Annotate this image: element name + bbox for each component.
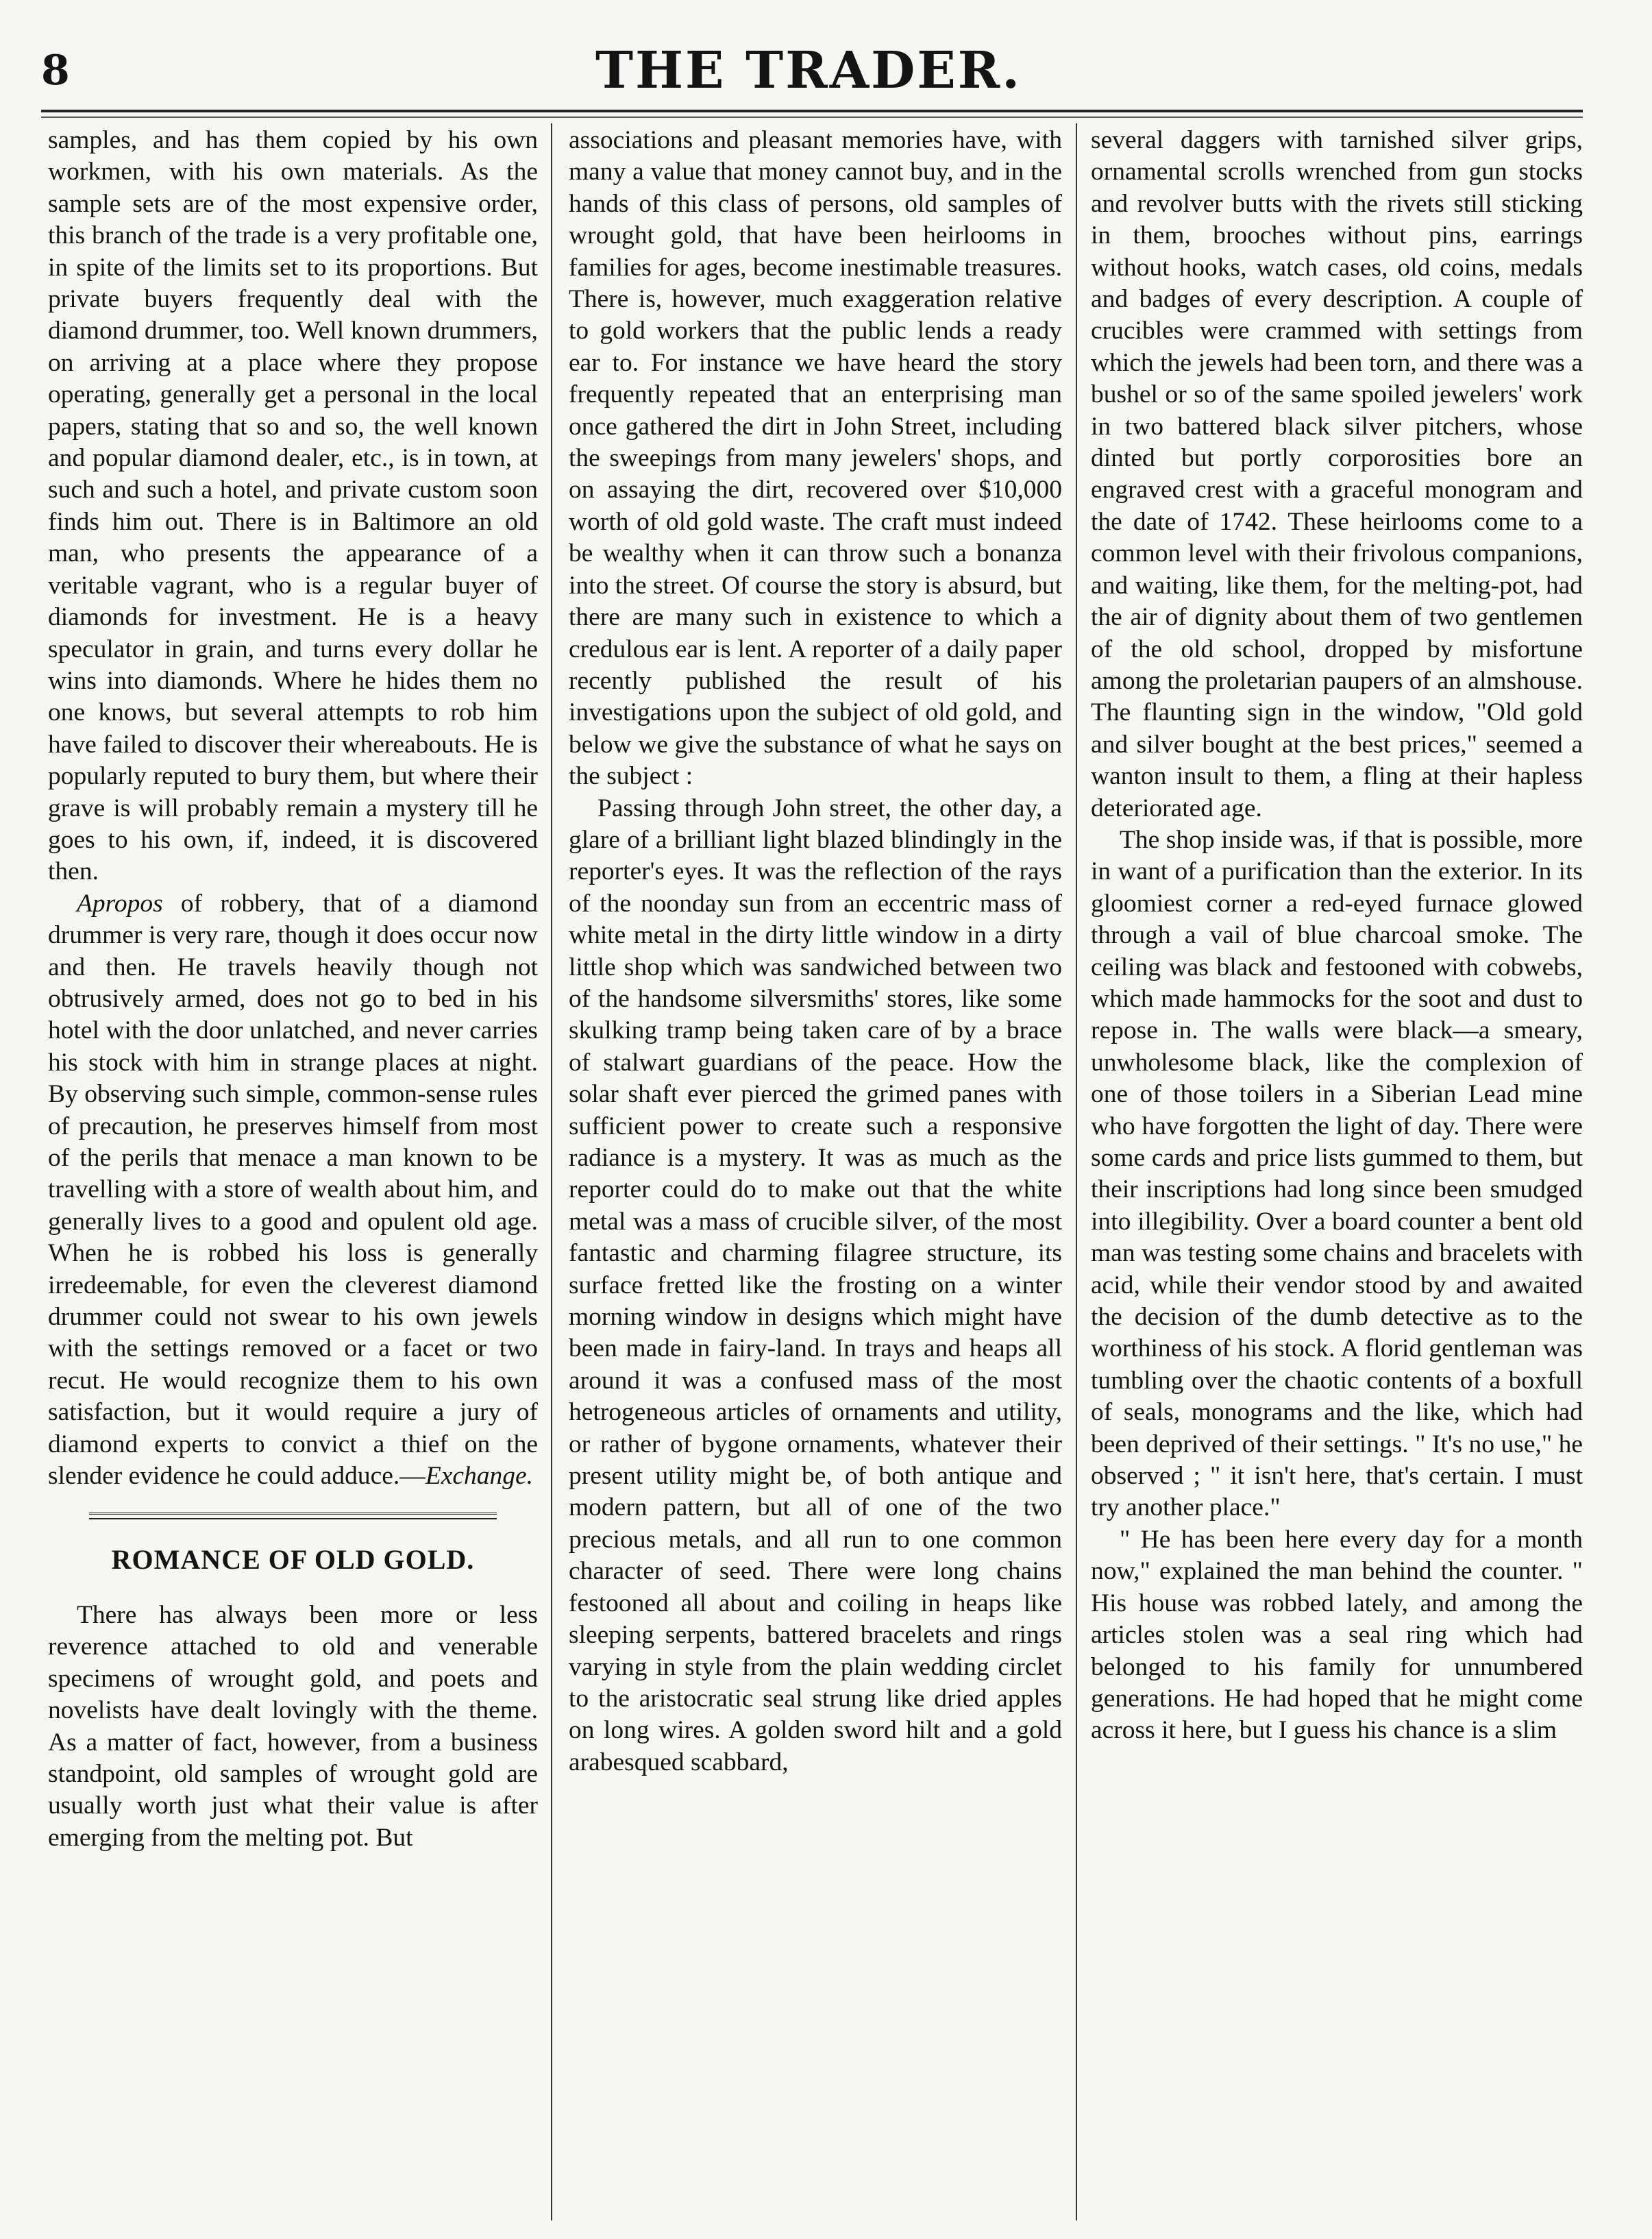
header-rule-thin [41,117,1583,118]
paragraph: several daggers with tarnished silver grips, ornamental scrolls wrenched from gun stocks and revolver butts with the rivets still sticking in them, brooches without pins, earrings without hooks, watch cases, old coins, medals and badges of every description. A couple of crucibles were crammed with settings from which the jewels had been torn, and there was a bushel or so of the same spoiled jewelers' work in two battered black silver pitchers, whose dinted but portly corporosities bore an engraved crest with a graceful monogram and the date of 1742. These heirlooms come to a common level with their frivolous companions, and waiting, like them, for the melting-pot, had the air of dignity about them of two gentlemen of the old school, dropped by misfortune among the proletarian paupers of an almshouse. The flaunting sign in the window, "Old gold and silver bought at the best prices," seemed a wanton insult to them, a fling at their hapless deteriorated age. [1091,126,1583,822]
masthead-title: THE TRADER. [595,41,1022,100]
italic-lead: Apropos [77,889,163,918]
paragraph: samples, and has them copied by his own workmen, with his own materials. As the sample sets are of the most expensive order, this branch of the trade is a very profitable one, in spite of the limits set to its proportions. But private buyers frequently deal with the diamond drummer, too. Well known drummers, on arriving at a place where they propose operating, generally get a personal in the local papers, stating that so and so, the well known and popular diamond dealer, etc., is in town, at such and such a hotel, and private custom soon finds him out. There is in Baltimore an old man, who presents the appearance of a veritable vagrant, who is a regular buyer of diamonds for investment. He is a heavy speculator in grain, and turns every dollar he wins into diamonds. Where he hides them no one knows, but several attempts to rob him have failed to discover their whereabouts. He is popularly reputed to bury them, but where their grave is will probably remain a mystery till he goes to his own, if, indeed, it is discovered then. [48,126,538,886]
column-divider [551,123,552,2220]
header-rule [41,110,1583,112]
paragraph: The shop inside was, if that is possible, more in want of a purification than the exterior. In its gloomiest corner a red-eyed furnace glowed through a vail of blue charcoal smoke. The ceiling was black and festooned with cobwebs, which made hammocks for the soot and dust to repose in. The walls were black—a smeary, unwholesome black, like the complexion of one of those toilers in a Siberian Lead mine who have forgotten the light of day. There were some cards and price lists gummed to them, but their inscriptions had long since been smudged into illegibility. Over a board counter a bent old man was testing some chains and bracelets with acid, while their vendor stood by and awaited the decision of the dumb detective as to the worthiness of his stock. A florid gentleman was tumbling over the chaotic contents of a boxfull of seals, monograms and the like, which had been deprived of their settings. " It's no use," he observed ; " it isn't here, that's certain. I must try another place." [1091,825,1583,1522]
article-heading: ROMANCE OF OLD GOLD. [111,1544,475,1576]
column-1 [48,125,538,2208]
paragraph: associations and pleasant memories have, with many a value that money cannot buy, and in the hands of this class of persons, old samples of wrought gold, that have been heirlooms in families for ages, become inestimable treasures. There is, however, much exaggeration relative to gold workers that the public lends a ready ear to. For instance we have heard the story frequently repeated that an enterprising man once gathered the dirt in John Street, including the sweepings from many jewelers' shops, and on assaying the dirt, recovered over $10,000 worth of old gold waste. The craft must indeed be wealthy when it can throw such a bonanza into the street. Of course the story is absurd, but there are many such in existence to which a credulous ear is lent. A reporter of a daily paper recently published the result of his investigations upon the subject of old gold, and below we give the substance of what he says on the subject : [569,126,1062,791]
paragraph: " He has been here every day for a month now," explained the man behind the counter. " His house was robbed lately, and among the articles stolen was a seal ring which had belonged to his family for unnumbered generations. He had hoped that he might come across it here, but I guess his chance is a slim [1091,1525,1583,1745]
column-2 [569,125,1062,2208]
paragraph-text: of robbery, that of a diamond drummer is very rare, though it does occur now and then. He travels heavily though not obtrusively armed, does not go to bed in his hotel with the door unlatched, and never carries his stock with him in strange places at night. By observing such simple, common-sense rules of precaution, he preserves himself from most of the perils that menace a man known to be travelling with a store of wealth about him, and generally lives to a good and opulent old age. When he is robbed his loss is generally irredeemable, for even the cleverest diamond drummer could not swear to his own jewels with the settings removed or a facet or two recut. He would recognize them to his own satisfaction, but it would require a jury of diamond experts to convict a thief on the slender evidence he could adduce.— [48,889,538,1491]
page-header [41,41,1576,110]
paragraph: Passing through John street, the other day, a glare of a brilliant light blazed blindingly in the reporter's eyes. It was the reflection of the rays of the noonday sun from an eccentric mass of white metal in the dirty little window in a dirty little shop which was sandwiched between two of the handsome silversmiths' stores, like some skulking tramp being taken care of by a brace of stalwart guardians of the peace. How the solar shaft ever pierced the grimed panes with sufficient power to create such a responsive radiance is a mystery. It was as much as the reporter could do to make out that the white metal was a mass of crucible silver, of the most fantastic and charming filagree structure, its surface fretted like the frosting on a winter morning window in designs which might have been made in fairy-land. In trays and heaps all around it was a confused mass of the most hetrogeneous articles of ornaments and utility, or rather of bygone ornaments, whatever their present utility might be, of both antique and modern pattern, but all of one of the two precious metals, and all run to one common character of seed. There were long chains festooned all about and coiling in heaps like sleeping serpents, battered bracelets and rings varying in style from the plain wedding circlet to the aristocratic seal strung like dried apples on long wires. A golden sword hilt and a gold arabesqued scabbard, [569,794,1062,1776]
page-number: 8 [41,47,70,95]
column-divider [1076,123,1077,2220]
paragraph: There has always been more or less reverence attached to old and venerable specimens of wrought gold, and poets and novelists have dealt lovingly with the theme. As a matter of fact, however, from a business standpoint, old samples of wrought gold are usually worth just what their value is after emerging from the melting pot. But [48,1600,538,1852]
source-credit: Exchange. [425,1462,534,1491]
column-3 [1091,125,1583,2208]
paragraph [48,888,538,1493]
section-separator [89,1513,497,1519]
